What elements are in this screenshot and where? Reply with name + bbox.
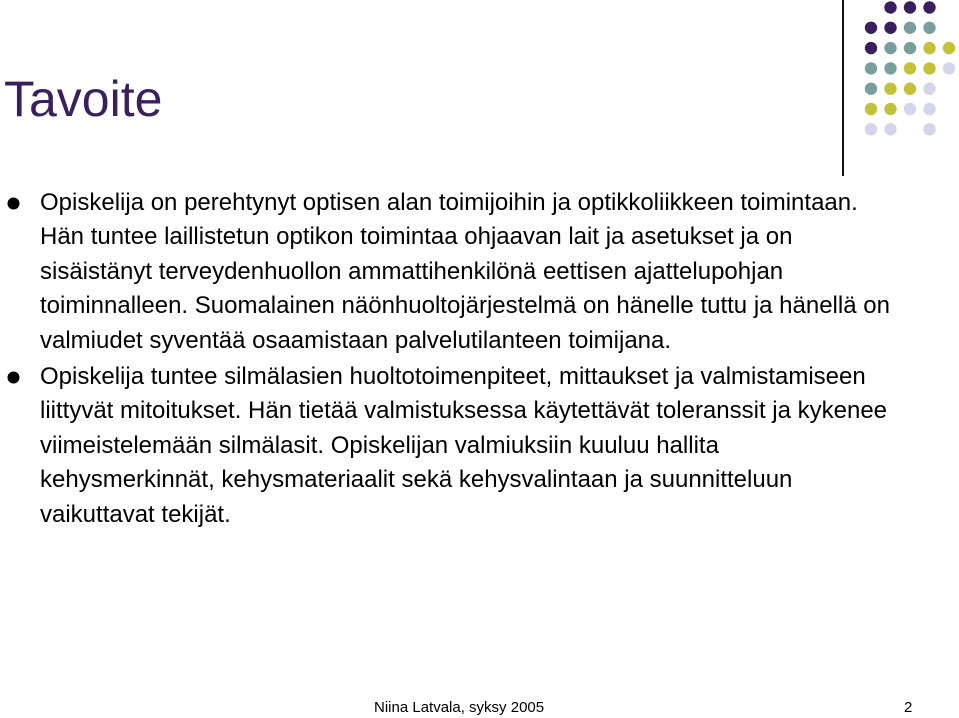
decorative-dot [884, 83, 896, 95]
decorative-dot [923, 103, 935, 115]
decorative-dot [923, 42, 935, 54]
bullet-dot-icon [7, 197, 20, 210]
decorative-dot [943, 62, 955, 74]
decorative-dot [884, 42, 896, 54]
decorative-dot [904, 22, 916, 34]
bullet-list [0, 186, 900, 534]
decorative-dot [865, 83, 877, 95]
bullet-item [0, 186, 900, 358]
footer-author: Niina Latvala, syksy 2005 [374, 699, 545, 716]
decorative-dot [943, 42, 955, 54]
slide-title: Tavoite [4, 71, 163, 127]
decorative-dot [884, 62, 896, 74]
decorative-dot [904, 103, 916, 115]
footer-page-number: 2 [904, 699, 913, 716]
decorative-dot [865, 123, 877, 135]
decorative-dot [923, 62, 935, 74]
decorative-dot [923, 1, 935, 13]
decorative-dot [904, 83, 916, 95]
decorative-dot [923, 123, 935, 135]
decorative-dot [884, 123, 896, 135]
decorative-dot [865, 42, 877, 54]
decorative-dot [904, 62, 916, 74]
decorative-dot [865, 103, 877, 115]
decorative-dot [884, 22, 896, 34]
bullet-text: Opiskelija on perehtynyt optisen alan toimijoihin ja optikkoliikkeen toimintaan. Hän tuntee laillistetun optikon toimintaa ohjaavan lait ja asetukset ja on sisäistänyt terveydenhuollon ammattihenkilönä eettisen ajattelupohjan toiminnalleen. Suomalainen näönhuoltojärjestelmä on hänelle tuttu ja hänellä on valmiudet syventää osaamistaan palvelutilanteen toimijana. [40, 189, 890, 354]
vertical-divider [842, 0, 844, 176]
decorative-dot [923, 83, 935, 95]
decorative-dot [865, 22, 877, 34]
decorative-dot [923, 22, 935, 34]
decorative-dot [884, 103, 896, 115]
decorative-dot [865, 62, 877, 74]
decorative-dot [904, 1, 916, 13]
bullet-text: Opiskelija tuntee silmälasien huoltotoimenpiteet, mittaukset ja valmistamiseen liittyvät mitoitukset. Hän tietää valmistuksessa käytettävät toleranssit ja kykenee viimeistelemään silmälasit. Opiskelijan valmiuksiin kuuluu hallita kehysmerkinnät, kehysmateriaalit sekä kehysvalintaan ja suunnitteluun vaikuttavat tekijät. [40, 363, 888, 528]
bullet-item [0, 360, 900, 532]
bullet-dot-icon [7, 371, 20, 384]
decorative-dot [884, 1, 896, 13]
decorative-dot [904, 42, 916, 54]
